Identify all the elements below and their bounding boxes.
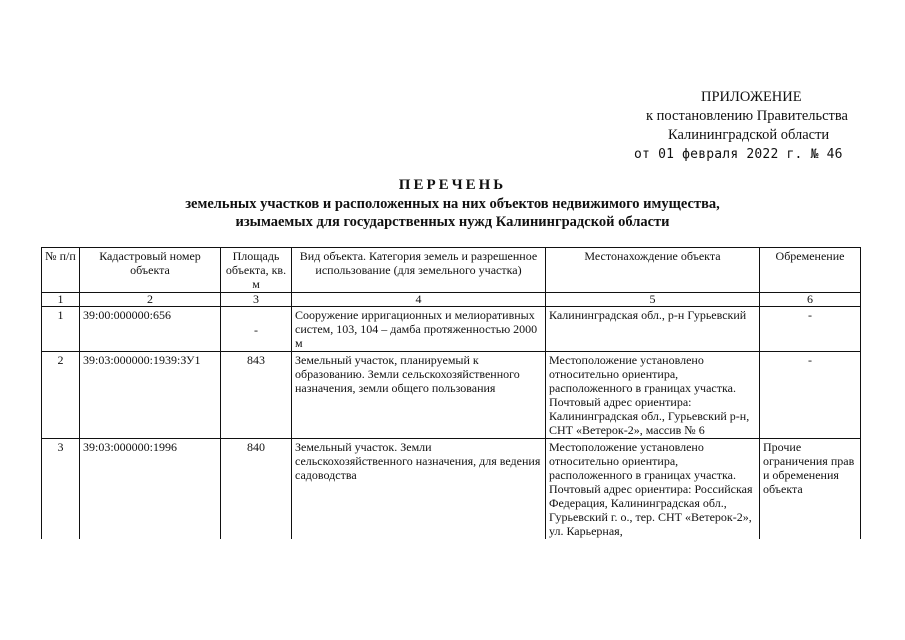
col-number: 2 — [80, 293, 221, 307]
row-area: 843 — [221, 352, 292, 439]
row-encumbrance: Прочие ограничения прав и обременения объекта — [760, 439, 861, 540]
appendix-header — [600, 88, 900, 164]
table-row — [42, 352, 861, 439]
row-num: 2 — [42, 352, 80, 439]
appendix-line-region: Калининградской области — [668, 127, 830, 143]
appendix-date-line: от 01 февраля 2022 г. № 46 — [634, 147, 843, 162]
row-object-type: Сооружение ирригационных и мелиоративных систем, 103, 104 – дамба протяженностью 2000 м — [292, 307, 546, 352]
col-number: 5 — [546, 293, 760, 307]
row-area: - — [221, 307, 292, 352]
row-object-type: Земельный участок, планируемый к образованию. Земли сельскохозяйственного назначения, земли общего пользования — [292, 352, 546, 439]
row-encumbrance: - — [760, 352, 861, 439]
row-cadastral: 39:03:000000:1996 — [80, 439, 221, 540]
appendix-line-decree: к постановлению Правительства — [646, 108, 848, 124]
row-object-type: Земельный участок. Земли сельскохозяйственного назначения, для ведения садоводства — [292, 439, 546, 540]
land-plots-table — [41, 247, 861, 539]
row-num: 1 — [42, 307, 80, 352]
header-area: Площадь объекта, кв. м — [221, 248, 292, 293]
document-subtitle-line-2: изымаемых для государственных нужд Калининградской области — [235, 214, 670, 230]
row-location: Местоположение установлено относительно ориентира, расположенного в границах участка. Почтовый адрес ориентира: Российская Федерация, Калининградская обл., Гурьевский г. о., тер. СНТ «Ветерок-2», ул. Карьерная, — [546, 439, 760, 540]
header-num: № п/п — [42, 248, 80, 293]
table-row — [42, 307, 861, 352]
header-location: Местонахождение объекта — [546, 248, 760, 293]
row-encumbrance: - — [760, 307, 861, 352]
row-num: 3 — [42, 439, 80, 540]
row-cadastral: 39:03:000000:1939:ЗУ1 — [80, 352, 221, 439]
row-cadastral: 39:00:000000:656 — [80, 307, 221, 352]
header-cadastral: Кадастровый номер объекта — [80, 248, 221, 293]
row-location: Калининградская обл., р-н Гурьевский — [546, 307, 760, 352]
row-location: Местоположение установлено относительно ориентира, расположенного в границах участка. Почтовый адрес ориентира: Калининградская обл., Гурьевский р-н, СНТ «Ветерок-2», массив № 6 — [546, 352, 760, 439]
document-title: ПЕРЕЧЕНЬ — [398, 177, 507, 193]
col-number: 4 — [292, 293, 546, 307]
column-numbers-row — [42, 293, 861, 307]
header-object-type: Вид объекта. Категория земель и разрешенное использование (для земельного участка) — [292, 248, 546, 293]
page-bottom-margin — [0, 597, 905, 640]
appendix-title: ПРИЛОЖЕНИЕ — [701, 89, 802, 105]
col-number: 1 — [42, 293, 80, 307]
document-subtitle-line-1: земельных участков и расположенных на них объектов недвижимого имущества, — [185, 196, 720, 212]
row-area: 840 — [221, 439, 292, 540]
table-header-row — [42, 248, 861, 293]
header-encumbrance: Обременение — [760, 248, 861, 293]
col-number: 3 — [221, 293, 292, 307]
col-number: 6 — [760, 293, 861, 307]
table-row — [42, 439, 861, 540]
